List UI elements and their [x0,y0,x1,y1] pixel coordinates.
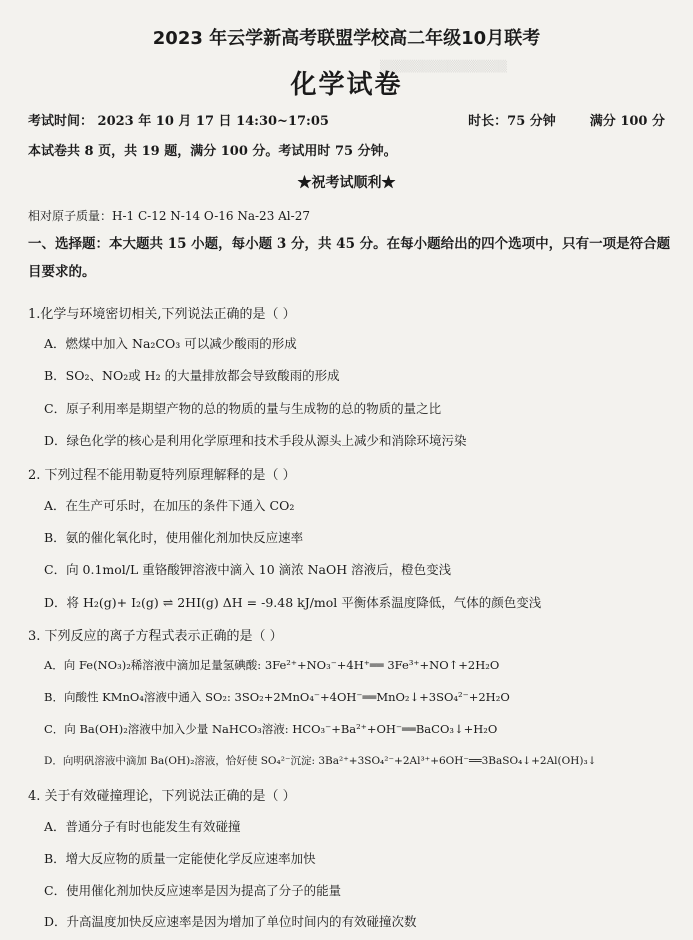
question-2-option-a: A．在生产可乐时，在加压的条件下通入 CO₂ [44,498,295,513]
bleed-through-decoration: ▒▒▒▒▒▒▒▒▒▒▒▒▒▒▒ [380,60,507,73]
section-heading-line2: 目要求的。 [28,264,96,280]
question-3-option-b: B．向酸性 KMnO₄溶液中通入 SO₂: 3SO₂+2MnO₄⁻+4OH⁻══MnO₂↓+3SO₄²⁻+2H₂O [44,690,510,704]
question-4-option-b: B．增大反应物的质量一定能使化学反应速率加快 [44,851,316,866]
question-1-stem: 1.化学与环境密切相关,下列说法正确的是（ ） [28,307,296,322]
question-3-option-a: A．向 Fe(NO₃)₂稀溶液中滴加足量氢碘酸: 3Fe²⁺+NO₃⁻+4H⁺══ 3Fe³⁺+NO↑+2H₂O [44,658,500,672]
exam-meta [468,110,665,129]
question-1-option-b: B．SO₂、NO₂或 H₂ 的大量排放都会导致酸雨的形成 [44,368,340,383]
question-4-option-c: C．使用催化剂加快反应速率是因为提高了分子的能量 [44,883,342,898]
question-3-option-d: D．向明矾溶液中滴加 Ba(OH)₂溶液，恰好使 SO₄²⁻沉淀: 3Ba²⁺+3SO₄²⁻+2Al³⁺+6OH⁻══3BaSO₄↓+2Al(OH)₃↓ [44,755,597,767]
question-4-option-d: D．升高温度加快反应速率是因为增加了单位时间内的有效碰撞次数 [44,914,417,929]
question-3-option-c: C．向 Ba(OH)₂溶液中加入少量 NaHCO₃溶液: HCO₃⁻+Ba²⁺+OH⁻══BaCO₃↓+H₂O [44,722,498,736]
question-4-stem: 4. 关于有效碰撞理论，下列说法正确的是（ ） [28,789,296,804]
question-4-option-a: A．普通分子有时也能发生有效碰撞 [44,819,241,834]
exam-time-label: 考试时间： [28,114,94,129]
question-2-option-b: B．氨的催化氧化时，使用催化剂加快反应速率 [44,530,304,545]
question-2-option-c: C．向 0.1mol/L 重铬酸钾溶液中滴入 10 滴浓 NaOH 溶液后，橙色变浅 [44,562,452,577]
subject-title: 化学试卷 [290,70,403,100]
exam-time [28,110,329,129]
section-heading-line1: 一、选择题：本大题共 15 小题，每小题 3 分，共 45 分。在每小题给出的四个选项中，只有一项是符合题 [28,236,671,252]
exam-duration: 时长：75 分钟 [468,114,556,129]
atomic-masses: 相对原子质量：H-1 C-12 N-14 O-16 Na-23 Al-27 [28,209,310,223]
exam-time-value: 2023 年 10 月 17 日 14:30~17:05 [97,114,329,129]
question-2-option-d: D．将 H₂(g)+ I₂(g) ⇌ 2HI(g) ΔH = -9.48 kJ/mol 平衡体系温度降低，气体的颜色变浅 [44,595,542,610]
question-3-stem: 3. 下列反应的离子方程式表示正确的是（ ） [28,629,283,644]
exam-note: 本试卷共 8 页，共 19 题，满分 100 分。考试用时 75 分钟。 [28,144,397,159]
good-luck-banner: ★祝考试顺利★ [297,175,396,191]
exam-title: 2023 年云学新高考联盟学校高二年级10月联考 [152,28,541,49]
section-heading [28,230,673,286]
exam-full-score: 满分 100 分 [589,114,665,129]
question-1-option-c: C．原子利用率是期望产物的总的物质的量与生成物的总的物质的量之比 [44,401,442,416]
question-2-stem: 2. 下列过程不能用勒夏特列原理解释的是（ ） [28,468,296,483]
exam-info-row [28,110,665,129]
question-1-option-d: D．绿色化学的核心是利用化学原理和技术手段从源头上减少和消除环境污染 [44,433,467,448]
question-1-option-a: A．燃煤中加入 Na₂CO₃ 可以减少酸雨的形成 [44,336,297,351]
